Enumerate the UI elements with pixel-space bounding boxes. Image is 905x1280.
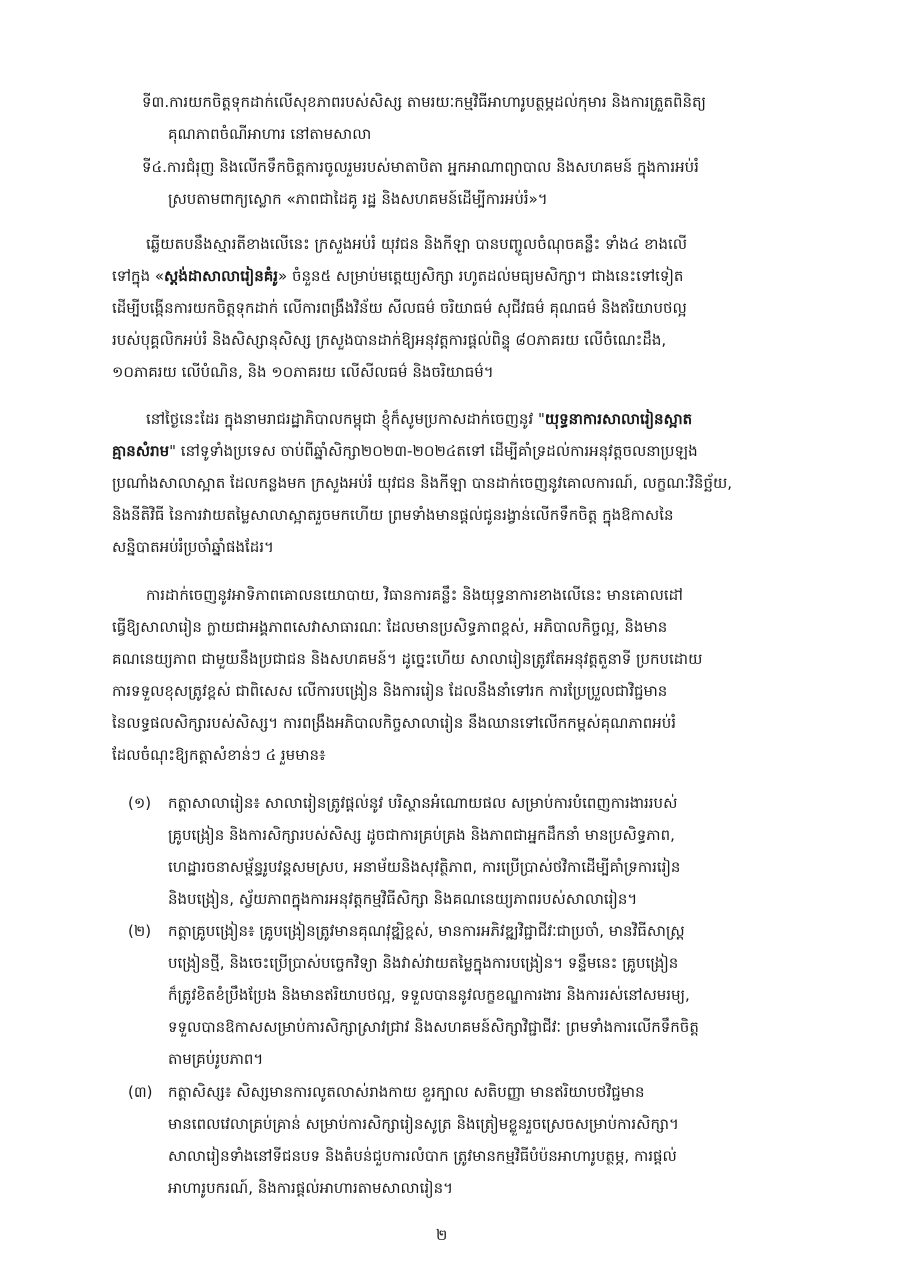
para2-line-2: គ្មានសំរាម" នៅទូទាំងប្រទេស ចាប់ពីឆ្នាំសិក្សា២០២៣-២០២៤តទៅ ដើម្បីគាំទ្រដល់ការអនុវត្តចលនាប្រឡង	[112, 442, 698, 460]
list-item-2-line-5: តាមគ្រប់រូបភាព។	[168, 1050, 264, 1068]
list-item-3-line-4: អាហារូបករណ៍, និងការផ្តល់អាហារតាមសាលារៀន។	[168, 1179, 453, 1197]
list-item-2-line-4: ទទួលបានឱកាសសម្រាប់ការសិក្សាស្រាវជ្រាវ និងសហគមន៍សិក្សាវិជ្ជាជីវៈ ព្រមទាំងការលើកទឹកចិត្ត	[168, 1018, 699, 1036]
para2-line-5: សន្និបាតអប់រំប្រចាំឆ្នាំផងដែរ។	[112, 538, 274, 556]
list-item-1-line-2: គ្រូបង្រៀន និងការសិក្សារបស់សិស្ស ដូចជាការគ្រប់គ្រង និងភាពជាអ្នកដឹកនាំ មានប្រសិទ្ធភាព,	[168, 826, 675, 844]
para2-line-3: ប្រណាំងសាលាស្អាត ដែលកន្លងមក ក្រសួងអប់រំ យុវជន និងកីឡា បានដាក់ចេញនូវគោលការណ៍, លក្ខណៈវិនិច្ឆ័យ,	[112, 474, 733, 492]
clean-school-campaign-term: យុទ្ធនាការសាលារៀនស្អាត	[544, 410, 693, 428]
list-item-3-number: (៣)	[128, 1083, 153, 1101]
para1-line-4: របស់បុគ្គលិកអប់រំ និងសិស្សានុសិស្ស ក្រសួងបានដាក់ឱ្យអនុវត្តការផ្តល់ពិន្ទុ ៨០ភាគរយ លើចំណេះដឹង,	[112, 331, 667, 349]
list-item-2-line-1: កត្តាគ្រូបង្រៀន៖ គ្រូបង្រៀនត្រូវមានគុណវុឌ្ឍិខ្ពស់, មានការអភិវឌ្ឍវិជ្ជាជីវៈជាប្រចាំ, មានវិធីសាស្ត្រ	[168, 922, 685, 940]
para2-line-4: និងនីតិវិធី នៃការវាយតម្លៃសាលាស្អាតរួចមកហើយ ព្រមទាំងមានផ្តល់ជូនរង្វាន់លើកទឹកចិត្ត ក្នុងឱកាសនៃ	[112, 506, 674, 524]
model-school-standard-term: ស្តង់ដាសាលារៀនគំរូ	[164, 267, 278, 285]
para1-line-3: ដើម្បីបង្កើនការយកចិត្តទុកដាក់ លើការពង្រឹងវិន័យ សីលធម៌ ចរិយាធម៌ សុជីវធម៌ គុណធម៌ និងឥរិយាបថល្អ	[112, 299, 687, 317]
para3-line-1: ការដាក់ចេញនូវអាទិភាពគោលនយោបាយ, វិធានការគន្លឹះ និងយុទ្ធនាការខាងលើនេះ មានគោលដៅ	[146, 586, 683, 604]
page-number: ២	[436, 1226, 448, 1244]
para1-line-2: ទៅក្នុង «ស្តង់ដាសាលារៀនគំរូ» ចំនួន៥ សម្រាប់មត្តេយ្យសិក្សា រហូតដល់មធ្យមសិក្សា។ ជាងនេះទៅទៀត	[112, 267, 684, 285]
para3-line-5: នៃលទ្ធផលសិក្សារបស់សិស្ស។ ការពង្រឹងអភិបាលកិច្ចសាលារៀន នឹងឈានទៅលើកកម្ពស់គុណភាពអប់រំ	[112, 714, 677, 732]
list-item-2-line-3: ក៏ត្រូវខិតខំប្រឹងប្រែង និងមានឥរិយាបថល្អ, ទទួលបាននូវលក្ខខណ្ឌការងារ និងការរស់នៅសមរម្យ,	[168, 986, 690, 1004]
item-4-line-1: ទី៤.ការជំរុញ និងលើកទឹកចិត្តការចូលរួមរបស់មាតាបិតា អ្នកអាណាព្យាបាល និងសហគមន៍ ក្នុងការអប់រំ	[142, 158, 699, 176]
no-garbage-term: គ្មានសំរាម	[112, 442, 170, 460]
para3-line-3: គណនេយ្យភាព ជាមួយនឹងប្រជាជន និងសហគមន៍។ ដូច្នេះហើយ សាលារៀនត្រូវតែអនុវត្តតួនាទី ប្រកបដោយ	[112, 650, 703, 668]
list-item-1-line-4: និងបង្រៀន, ស្វ័យភាពក្នុងការអនុវត្តកម្មវិធីសិក្សា និងគណនេយ្យភាពរបស់សាលារៀន។	[168, 890, 638, 908]
list-item-1-line-3: ហេដ្ឋារចនាសម្ព័ន្ធរូបវន្តសមស្រប, អនាម័យនិងសុវត្ថិភាព, ការប្រើប្រាស់ថវិកាដើម្បីគាំទ្រការរៀន	[168, 858, 681, 876]
para1-line-1: ឆ្លើយតបនឹងស្មារតីខាងលើនេះ ក្រសួងអប់រំ យុវជន និងកីឡា បានបញ្ចូលចំណុចគន្លឹះ ទាំង៤ ខាងលើ	[146, 235, 688, 253]
list-item-2-number: (២)	[128, 922, 152, 940]
item-4-line-2: ស្របតាមពាក្យស្លោក «ភាពជាដៃគូ រដ្ឋ និងសហគមន៍ដើម្បីការអប់រំ»។	[168, 190, 548, 208]
item-3-line-2: គុណភាពចំណីអាហារ នៅតាមសាលា	[168, 125, 372, 143]
item-3-line-1: ទី៣.ការយកចិត្តទុកដាក់លើសុខភាពរបស់សិស្ស តាមរយៈកម្មវិធីអាហារូបត្ថម្ភដល់កុមារ និងការត្រួតពិនិត្យ	[142, 93, 707, 111]
list-item-3-line-3: សាលារៀនទាំងនៅទីជនបទ និងតំបន់ជួបការលំបាក ត្រូវមានកម្មវិធីបំប៉នអាហារូបត្ថម្ភ, ការផ្តល់	[168, 1147, 677, 1165]
para3-line-2: ធ្វើឱ្យសាលារៀន ក្លាយជាអង្គភាពសេវាសាធារណៈ ដែលមានប្រសិទ្ធភាពខ្ពស់, អភិបាលកិច្ចល្អ, និងមាន	[112, 618, 668, 636]
list-item-3-line-2: មានពេលវេលាគ្រប់គ្រាន់ សម្រាប់ការសិក្សារៀនសូត្រ និងត្រៀមខ្លួនរួចស្រេចសម្រាប់ការសិក្សា។	[168, 1115, 679, 1133]
para2-line-1: នៅថ្ងៃនេះដែរ ក្នុងនាមរាជរដ្ឋាភិបាលកម្ពុជា ខ្ញុំក៏សូមប្រកាសដាក់ចេញនូវ "យុទ្ធនាការសាលារៀនស្អាត	[146, 410, 693, 428]
list-item-3-line-1: កត្តាសិស្ស៖ សិស្សមានការលូតលាស់រាងកាយ ខួរក្បាល សតិបញ្ញា មានឥរិយាបថវិជ្ជមាន	[168, 1083, 645, 1101]
para3-line-4: ការទទួលខុសត្រូវខ្ពស់ ជាពិសេស លើការបង្រៀន និងការរៀន ដែលនឹងនាំទៅរក ការប្រែប្រួលជាវិជ្ជមាន	[112, 682, 668, 700]
para1-line-5: ១០ភាគរយ លើបំណិន, និង ១០ភាគរយ លើសីលធម៌ និងចរិយាធម៌។	[112, 363, 494, 381]
para3-line-6: ដែលចំណុះឱ្យកត្តាសំខាន់ៗ ៤ រួមមាន៖	[112, 746, 326, 764]
list-item-1-line-1: កត្តាសាលារៀន៖ សាលារៀនត្រូវផ្តល់នូវ បរិស្ថានអំណោយផល សម្រាប់ការបំពេញការងាររបស់	[168, 794, 678, 812]
list-item-2-line-2: បង្រៀនថ្មី, និងចេះប្រើប្រាស់បច្ចេកវិទ្យា និងវាស់វាយតម្លៃក្នុងការបង្រៀន។ ទន្ទឹមនេះ គ្រូបង្រៀន	[168, 954, 679, 972]
list-item-1-number: (១)	[128, 794, 152, 812]
